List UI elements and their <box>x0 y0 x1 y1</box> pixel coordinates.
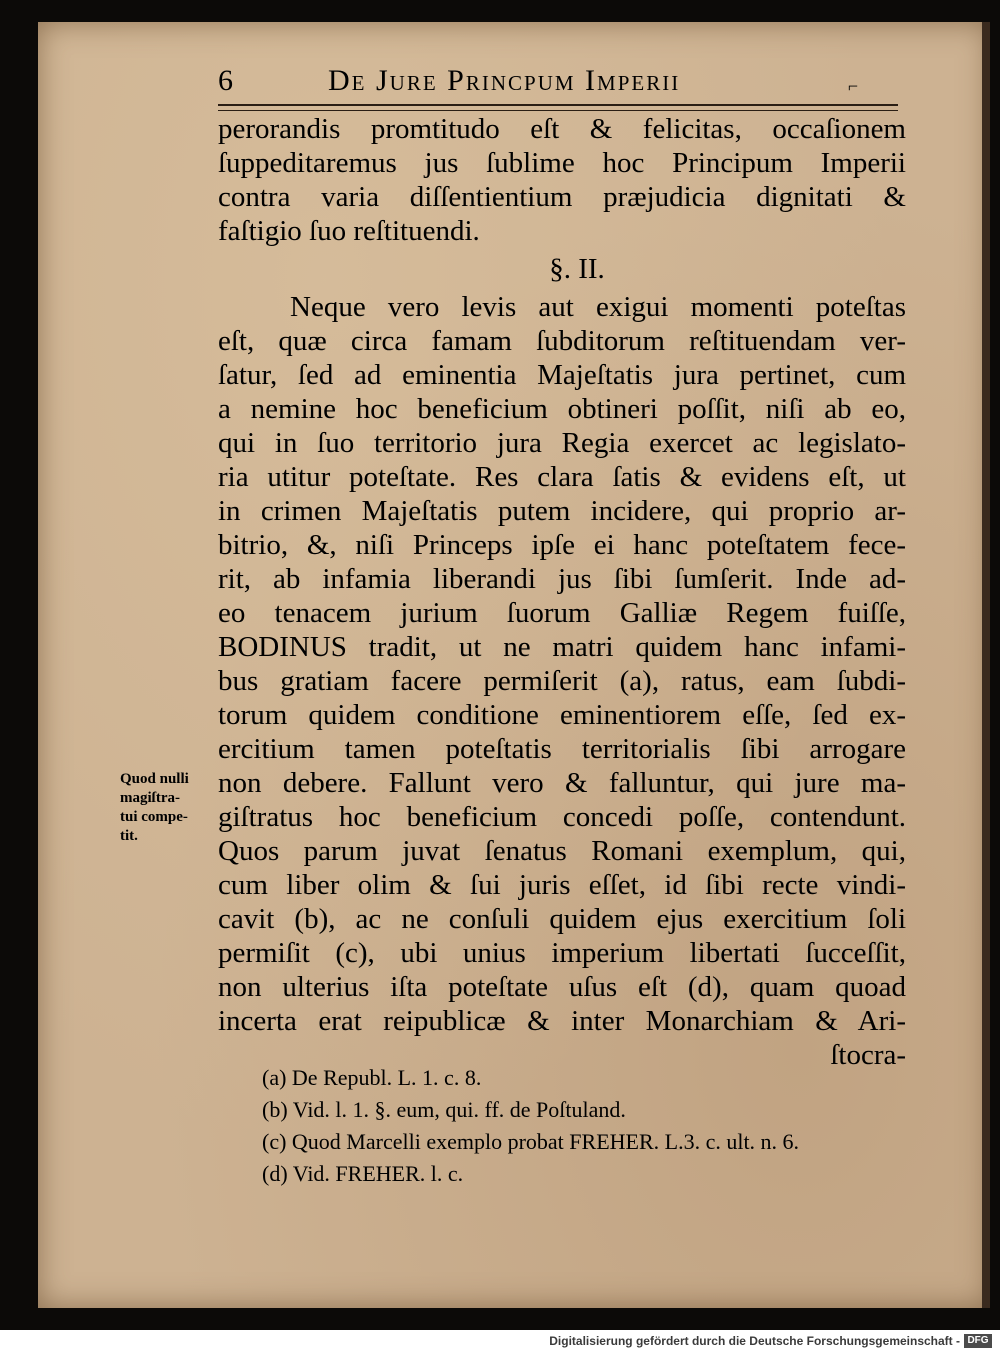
footnote-d: (d) Vid. FREHER. l. c. <box>262 1161 464 1186</box>
body-line: faſtigio ſuo reſtituendi. <box>218 215 480 247</box>
body-line: ria utitur poteſtate. Res clara ſatis & evidens eſt, ut <box>218 461 906 493</box>
body-line: a nemine hoc beneficium obtineri poſſit, niſi ab eo, <box>218 393 906 425</box>
header-rule <box>218 104 898 111</box>
body-line: giſtratus hoc beneficium concedi poſſe, contendunt. <box>218 801 906 833</box>
body-line: perorandis promtitudo eſt & felicitas, occaſionem <box>218 113 906 145</box>
body-line: non ulterius iſta poteſtate uſus eſt (d), quam quoad <box>218 971 906 1003</box>
body-line: cavit (b), ac ne conſuli quidem ejus exercitium ſoli <box>218 903 906 935</box>
running-title: De Jure Princpum Imperii <box>328 64 681 97</box>
body-line: Quos parum juvat ſenatus Romani exemplum, qui, <box>218 835 906 867</box>
body-line: rit, ab infamia liberandi jus ſibi ſumſerit. Inde ad- <box>218 563 906 595</box>
page-header <box>218 62 908 102</box>
body-line: torum quidem conditione eminentiorem eſſe, ſed ex- <box>218 699 906 731</box>
body-line: non debere. Fallunt vero & falluntur, qui jure ma- <box>218 767 906 799</box>
footnotes <box>262 1062 922 1190</box>
body-line: qui in ſuo territorio jura Regia exercet ac legislato- <box>218 427 906 459</box>
footnote-a: (a) De Republ. L. 1. c. 8. <box>262 1065 482 1090</box>
body-line: bus gratiam facere permiſerit (a), ratus, eam ſubdi- <box>218 665 906 697</box>
body-text <box>218 112 906 1072</box>
margin-note-line: Quod nulli <box>120 771 189 787</box>
body-line: bitrio, &, niſi Princeps ipſe ei hanc poteſtatem fece- <box>218 529 906 561</box>
catchword: ſtocra- <box>830 1039 906 1071</box>
body-line: in crimen Majeſtatis putem incidere, qui proprio ar- <box>218 495 906 527</box>
margin-note-line: tit. <box>120 828 138 844</box>
footnote-b: (b) Vid. l. 1. §. eum, qui. ff. de Poſtuland. <box>262 1097 626 1122</box>
funding-credit: Digitalisierung gefördert durch die Deutsche Forschungsgemeinschaft - <box>549 1334 960 1348</box>
body-line: eſt, quæ circa famam ſubditorum reſtituendam ver- <box>218 325 906 357</box>
body-line: ſatur, ſed ad eminentia Majeſtatis jura pertinet, cum <box>218 359 906 391</box>
dfg-logo: DFG <box>964 1334 992 1348</box>
body-line: eo tenacem jurium ſuorum Galliæ Regem fuiſſe, <box>218 597 906 629</box>
page-edge <box>982 22 990 1308</box>
body-line: cum liber olim & ſui juris eſſet, id ſibi recte vindi- <box>218 869 906 901</box>
margin-note-line: tui compe- <box>120 809 188 825</box>
body-line: permiſit (c), ubi unius imperium libertati ſucceſſit, <box>218 937 906 969</box>
margin-note-line: magiſtra- <box>120 790 180 806</box>
header-mark: ⌐ <box>847 76 858 96</box>
credit-bar <box>0 1330 1000 1353</box>
section-heading: §. II. <box>549 253 605 285</box>
body-line: ercitium tamen poteſtatis territorialis ſibi arrogare <box>218 733 906 765</box>
margin-note <box>120 770 230 846</box>
body-line: ſuppeditaremus jus ſublime hoc Principum Imperii <box>218 147 906 179</box>
page-number: 6 <box>218 64 234 97</box>
footnote-c: (c) Quod Marcelli exemplo probat FREHER. L.3. c. ult. n. 6. <box>262 1129 800 1154</box>
body-line: incerta erat reipublicæ & inter Monarchiam & Ari- <box>218 1005 906 1037</box>
body-line: contra varia diſſentientium præjudicia dignitati & <box>218 181 906 213</box>
body-line: BODINUS tradit, ut ne matri quidem hanc infami- <box>218 631 906 663</box>
body-line: Neque vero levis aut exigui momenti poteſtas <box>290 291 906 323</box>
